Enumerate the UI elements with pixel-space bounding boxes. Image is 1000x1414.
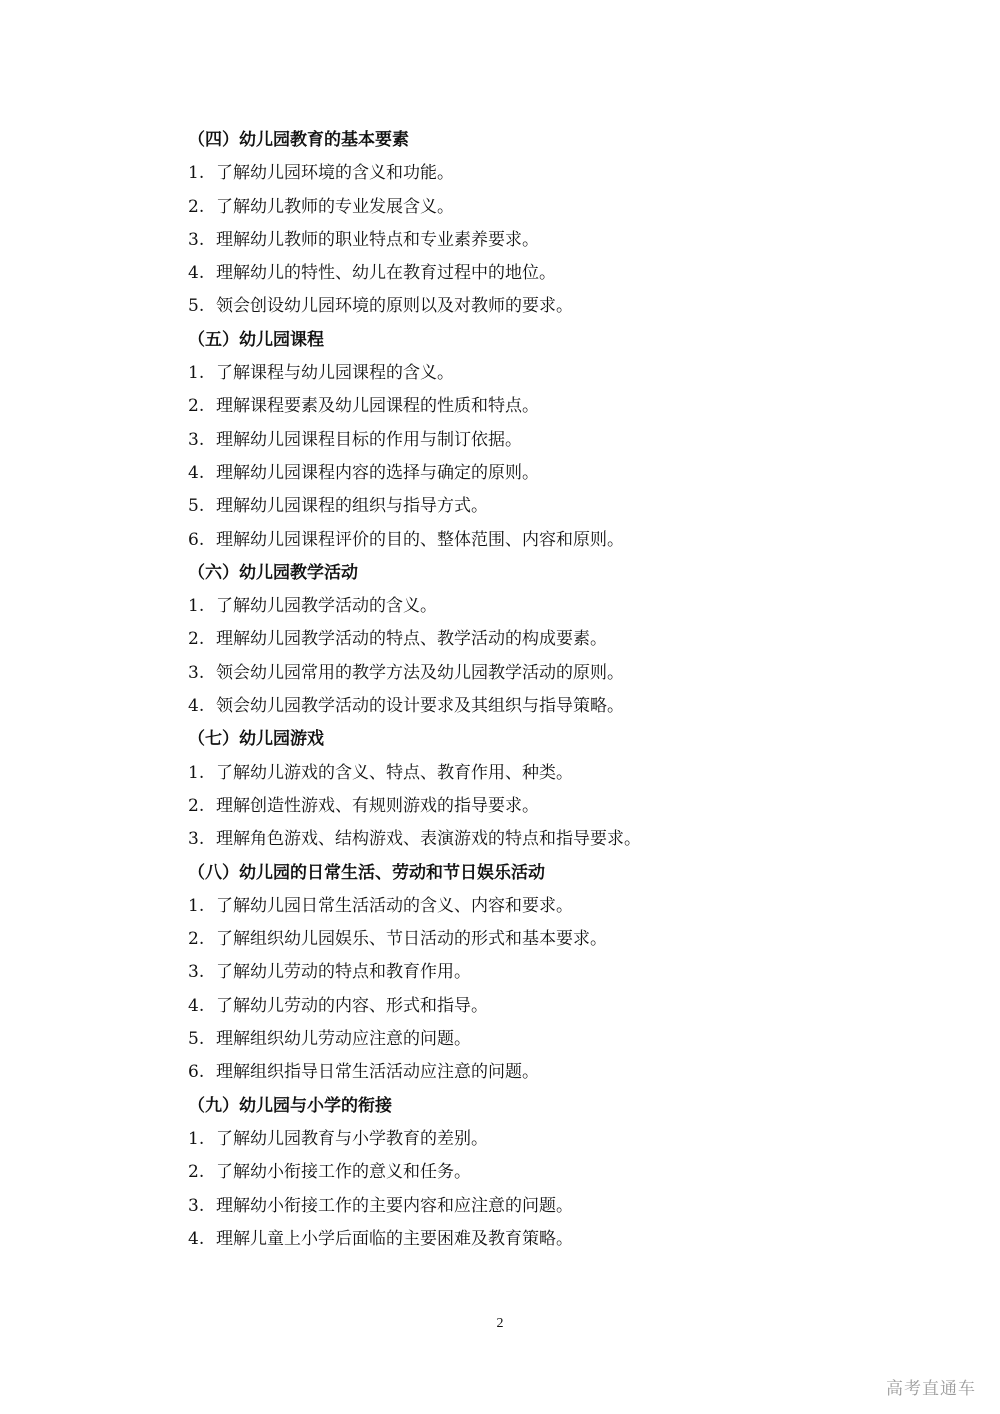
list-item-number: 1. [188, 596, 205, 617]
section [188, 124, 908, 324]
section-heading: （九）幼儿园与小学的衔接 [188, 1095, 392, 1116]
list-item-text: 理解组织指导日常生活活动应注意的问题。 [216, 1062, 539, 1083]
list-item-text: 领会幼儿园教学活动的设计要求及其组织与指导策略。 [216, 696, 624, 717]
list-item [188, 157, 908, 190]
list-item [188, 1056, 908, 1089]
list-item-number: 3. [188, 1195, 205, 1216]
page-number: 2 [496, 1316, 504, 1331]
list-item-text: 理解创造性游戏、有规则游戏的指导要求。 [216, 795, 539, 816]
watermark: 高考直通车 [886, 1379, 976, 1399]
list-item-number: 2. [188, 1162, 205, 1183]
list-item-text: 理解幼儿园课程目标的作用与制订依据。 [216, 429, 522, 450]
list-item-text: 理解幼儿园课程内容的选择与确定的原则。 [216, 462, 539, 483]
list-item [188, 757, 908, 790]
list-item-number: 2. [188, 396, 205, 417]
list-item-number: 3. [188, 962, 205, 983]
list-item-number: 5. [188, 1029, 205, 1050]
section [188, 557, 908, 723]
list-item-number: 2. [188, 929, 205, 950]
section [188, 857, 908, 1090]
list-item-text: 了解幼小衔接工作的意义和任务。 [216, 1162, 471, 1183]
list-item-number: 5. [188, 296, 205, 317]
list-item [188, 457, 908, 490]
list-item-number: 1. [188, 1128, 205, 1149]
list-item-number: 4. [188, 995, 205, 1016]
list-item-text: 了解幼儿教师的专业发展含义。 [216, 196, 454, 217]
list-item-text: 理解幼小衔接工作的主要内容和应注意的问题。 [216, 1195, 573, 1216]
list-item [188, 923, 908, 956]
list-item-number: 2. [188, 196, 205, 217]
list-item-number: 6. [188, 1062, 205, 1083]
list-item-text: 理解组织幼儿劳动应注意的问题。 [216, 1029, 471, 1050]
section-heading: （五）幼儿园课程 [188, 329, 324, 350]
list-item-number: 3. [188, 662, 205, 683]
list-item-number: 4. [188, 1228, 205, 1249]
document-body [188, 124, 908, 1256]
list-item-number: 1. [188, 895, 205, 916]
section-heading: （六）幼儿园教学活动 [188, 562, 358, 583]
list-item [188, 1023, 908, 1056]
list-item-number: 3. [188, 229, 205, 250]
list-item-number: 3. [188, 829, 205, 850]
list-item-number: 5. [188, 496, 205, 517]
list-item-text: 领会创设幼儿园环境的原则以及对教师的要求。 [216, 296, 573, 317]
list-item [188, 224, 908, 257]
list-item [188, 257, 908, 290]
list-item [188, 790, 908, 823]
section [188, 723, 908, 856]
list-item [188, 290, 908, 323]
list-item-number: 4. [188, 263, 205, 284]
list-item-text: 了解幼儿园日常生活活动的含义、内容和要求。 [216, 895, 573, 916]
list-item [188, 1156, 908, 1189]
list-item-text: 了解课程与幼儿园课程的含义。 [216, 363, 454, 384]
list-item-text: 理解幼儿园课程的组织与指导方式。 [216, 496, 488, 517]
list-item-number: 1. [188, 363, 205, 384]
list-item-text: 了解幼儿劳动的特点和教育作用。 [216, 962, 471, 983]
list-item [188, 424, 908, 457]
list-item [188, 590, 908, 623]
list-item [188, 623, 908, 656]
list-item-text: 了解幼儿游戏的含义、特点、教育作用、种类。 [216, 762, 573, 783]
list-item-text: 了解幼儿园教学活动的含义。 [216, 596, 437, 617]
section-heading: （八）幼儿园的日常生活、劳动和节日娱乐活动 [188, 862, 545, 883]
list-item-text: 理解儿童上小学后面临的主要困难及教育策略。 [216, 1228, 573, 1249]
list-item-text: 了解组织幼儿园娱乐、节日活动的形式和基本要求。 [216, 929, 607, 950]
list-item-text: 领会幼儿园常用的教学方法及幼儿园教学活动的原则。 [216, 662, 624, 683]
section-heading: （四）幼儿园教育的基本要素 [188, 130, 409, 150]
list-item-number: 4. [188, 696, 205, 717]
list-item [188, 990, 908, 1023]
list-item-text: 理解幼儿的特性、幼儿在教育过程中的地位。 [216, 263, 556, 284]
list-item-text: 理解幼儿教师的职业特点和专业素养要求。 [216, 229, 539, 250]
list-item-text: 理解课程要素及幼儿园课程的性质和特点。 [216, 396, 539, 417]
section-heading: （七）幼儿园游戏 [188, 729, 324, 750]
list-item [188, 1123, 908, 1156]
list-item-number: 2. [188, 629, 205, 650]
list-item-text: 理解角色游戏、结构游戏、表演游戏的特点和指导要求。 [216, 829, 641, 850]
list-item [188, 390, 908, 423]
list-item-number: 4. [188, 462, 205, 483]
list-item [188, 1223, 908, 1256]
list-item-number: 2. [188, 795, 205, 816]
list-item [188, 191, 908, 224]
list-item-number: 1. [188, 762, 205, 783]
list-item [188, 1190, 908, 1223]
list-item [188, 657, 908, 690]
list-item-text: 理解幼儿园教学活动的特点、教学活动的构成要素。 [216, 629, 607, 650]
list-item-text: 了解幼儿劳动的内容、形式和指导。 [216, 995, 488, 1016]
list-item [188, 956, 908, 989]
list-item [188, 890, 908, 923]
list-item-number: 6. [188, 529, 205, 550]
list-item-number: 1. [188, 163, 205, 184]
section [188, 1090, 908, 1256]
list-item-text: 了解幼儿园环境的含义和功能。 [216, 163, 454, 184]
list-item [188, 490, 908, 523]
list-item-text: 理解幼儿园课程评价的目的、整体范围、内容和原则。 [216, 529, 624, 550]
list-item-text: 了解幼儿园教育与小学教育的差别。 [216, 1128, 488, 1149]
list-item [188, 690, 908, 723]
section [188, 324, 908, 557]
list-item [188, 524, 908, 557]
list-item [188, 823, 908, 856]
list-item-number: 3. [188, 429, 205, 450]
list-item [188, 357, 908, 390]
